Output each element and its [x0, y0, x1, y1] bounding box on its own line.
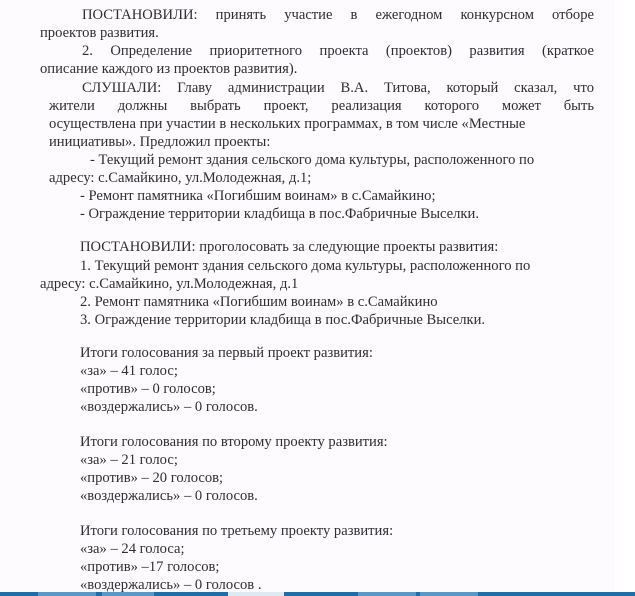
vote-1-against: «против» – 0 голосов; — [80, 381, 216, 397]
vote-3-for: «за» – 24 голоса; — [80, 541, 185, 557]
resolution-2-item-1-line-2: адресу: с.Самайкино, ул.Молодежная, д.1 — [40, 276, 299, 292]
resolution-2-item-3: 3. Ограждение территории кладбища в пос.Фабричные Выселки. — [80, 312, 486, 328]
proposed-project-1-line-2: адресу: с.Самайкино, ул.Молодежная, д.1; — [49, 170, 312, 186]
item-2-line-2: описание каждого из проектов развития). — [40, 61, 298, 77]
heard-line-1 — [82, 79, 594, 97]
proposed-project-2: - Ремонт памятника «Погибшим воинам» в с.Самайкино; — [80, 188, 436, 204]
taskbar-button[interactable] — [102, 592, 154, 596]
vote-2-against: «против» – 20 голосов; — [80, 470, 224, 486]
taskbar — [0, 592, 635, 596]
item-2-line-1 — [82, 42, 594, 60]
taskbar-button-active[interactable] — [228, 592, 284, 596]
resolution-2-item-2: 2. Ремонт памятника «Погибшим воинам» в с.Самайкино — [80, 294, 438, 310]
taskbar-button[interactable] — [420, 592, 478, 596]
heard-line-3: осуществлена при участии в нескольких программах, в том числе «Местные — [49, 116, 526, 132]
proposed-project-3: - Ограждение территории кладбища в пос.Фабричные Выселки. — [80, 206, 479, 222]
resolution-2-item-1-line-1: 1. Текущий ремонт здания сельского дома культуры, расположенного по — [80, 258, 531, 274]
vote-2-for: «за» – 21 голос; — [80, 452, 178, 468]
proposed-project-1-line-1: - Текущий ремонт здания сельского дома культуры, расположенного по — [90, 152, 535, 168]
vote-3-title: Итоги голосования по третьему проекту развития: — [80, 523, 394, 539]
resolution-1-line-2: проектов развития. — [40, 25, 159, 41]
text-line: 2. Определение приоритетного проекта (проектов) развития (краткое — [82, 43, 594, 59]
heard-line-4: инициативы». Предложил проекты: — [49, 134, 271, 150]
taskbar-button[interactable] — [38, 592, 96, 596]
vote-1-abstained: «воздержались» – 0 голосов. — [80, 399, 258, 415]
resolution-1-line-1 — [82, 6, 594, 24]
text-line: жители должны выбрать проект, реализация которого может быть — [49, 98, 594, 114]
vote-2-abstained: «воздержались» – 0 голосов. — [80, 488, 258, 504]
taskbar-button[interactable] — [358, 592, 416, 596]
resolution-2-title: ПОСТАНОВИЛИ: проголосовать за следующие проекты развития: — [80, 239, 499, 255]
vote-2-title: Итоги голосования по второму проекту развития: — [80, 434, 388, 450]
text-line: ПОСТАНОВИЛИ: принять участие в ежегодном конкурсном отборе — [82, 7, 594, 23]
vote-3-against: «против» –17 голосов; — [80, 559, 220, 575]
heard-line-2 — [49, 97, 594, 115]
vote-1-for: «за» – 41 голос; — [80, 363, 178, 379]
vote-3-abstained: «воздержались» – 0 голосов . — [80, 577, 262, 592]
vote-1-title: Итоги голосования за первый проект развития: — [80, 345, 373, 361]
text-line: СЛУШАЛИ: Главу администрации В.А. Титова, который сказал, что — [82, 80, 594, 96]
